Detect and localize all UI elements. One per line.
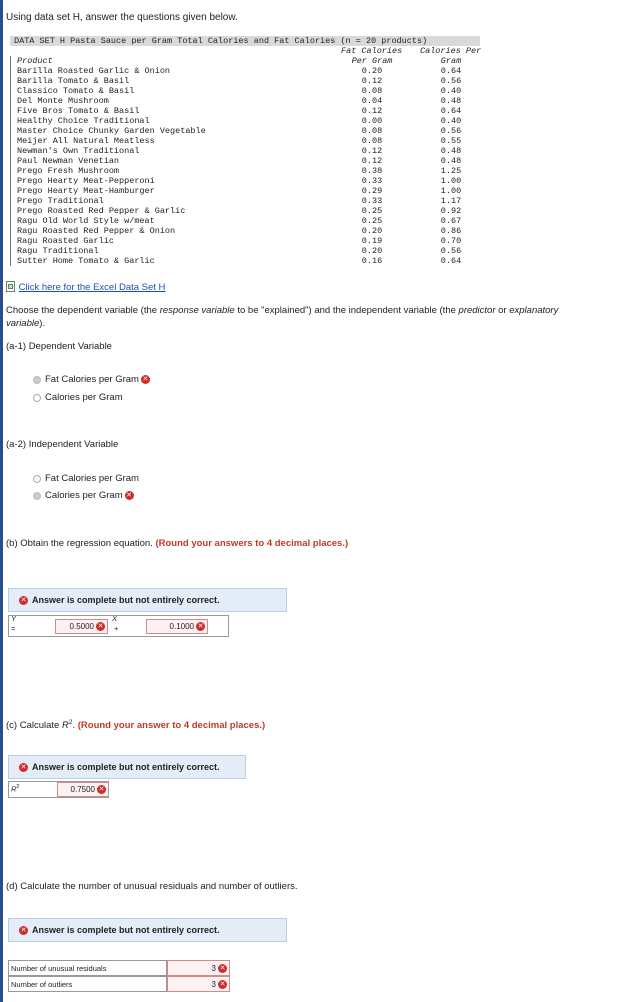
product-cell: Prego Hearty Meat-Hamburger xyxy=(17,186,155,196)
product-cell: Prego Hearty Meat-Pepperoni xyxy=(17,176,155,186)
cal-cell: 0.55 xyxy=(440,136,462,146)
fat-cell: 0.19 xyxy=(361,236,383,246)
equals-symbol: = xyxy=(11,624,16,633)
cal-cell: 0.48 xyxy=(440,146,462,156)
fat-cell: 0.12 xyxy=(361,146,383,156)
product-cell: Newman's Own Traditional xyxy=(17,146,140,156)
product-cell: Meijer All Natural Meatless xyxy=(17,136,155,146)
a1-radio-fat[interactable] xyxy=(33,376,41,384)
cal-cell: 0.56 xyxy=(440,126,462,136)
slope-input[interactable]: 0.1000 ✕ xyxy=(146,619,208,634)
a2-radio-cal[interactable] xyxy=(33,492,41,500)
cal-cell: 0.40 xyxy=(440,86,462,96)
table-row xyxy=(11,186,480,196)
cal-cell: 0.56 xyxy=(440,246,462,256)
table-header-row-2 xyxy=(11,56,480,66)
fat-cell: 0.08 xyxy=(361,136,383,146)
choose-line-2: variable). xyxy=(6,318,46,329)
fat-cell: 0.20 xyxy=(361,226,383,236)
product-cell: Five Bros Tomato & Basil xyxy=(17,106,140,116)
product-cell: Sutter Home Tomato & Garlic xyxy=(17,256,155,266)
r2-input[interactable]: 0.7500 ✕ xyxy=(57,782,109,797)
product-cell: Paul Newman Venetian xyxy=(17,156,120,166)
c-label: (c) Calculate $R^2$. (Round your answer to 4 decimal places.) xyxy=(6,719,266,732)
unusual-residuals-label: Number of unusual residuals xyxy=(8,960,167,976)
fat-cell: 0.08 xyxy=(361,86,383,96)
x-circle-icon: ✕ xyxy=(219,980,226,988)
fat-cell: 0.38 xyxy=(361,166,383,176)
fat-cell: 0.12 xyxy=(361,156,383,166)
data-table xyxy=(10,36,480,266)
table-header-row-1 xyxy=(10,46,480,56)
cal-cell: 1.25 xyxy=(440,166,462,176)
cal-cell: 0.40 xyxy=(440,116,462,126)
product-cell: Healthy Choice Traditional xyxy=(17,116,150,126)
fat-cell: 0.20 xyxy=(361,66,383,76)
col-cal-header-2: Gram xyxy=(440,56,462,66)
table-row xyxy=(11,146,480,156)
product-cell: Barilla Roasted Garlic & Onion xyxy=(17,66,171,76)
a2-option-cal[interactable]: Calories per Gram ✕ xyxy=(45,490,133,501)
table-row xyxy=(11,216,480,226)
fat-cell: 0.08 xyxy=(361,126,383,136)
product-cell: Ragu Roasted Garlic xyxy=(17,236,114,246)
cal-cell: 1.17 xyxy=(440,196,462,206)
cal-cell: 0.67 xyxy=(440,216,462,226)
cal-cell: 0.64 xyxy=(440,66,462,76)
product-cell: Master Choice Chunky Garden Vegetable xyxy=(17,126,206,136)
excel-link-row[interactable] xyxy=(6,281,165,294)
x-circle-icon: ✕ xyxy=(219,964,226,972)
product-cell: Ragu Traditional xyxy=(17,246,99,256)
col-fat-header-1: Fat Calories xyxy=(341,46,403,56)
spreadsheet-icon xyxy=(6,281,16,292)
r2-symbol: $R^2$ xyxy=(11,784,20,794)
cal-cell: 1.00 xyxy=(440,186,462,196)
col-fat-header-2: Per Gram xyxy=(351,56,393,66)
table-row xyxy=(11,66,480,76)
product-cell: Classico Tomato & Basil xyxy=(17,86,135,96)
table-row xyxy=(11,256,480,266)
a1-radio-cal[interactable] xyxy=(33,394,41,402)
plus-symbol: + xyxy=(114,624,119,633)
cal-cell: 0.64 xyxy=(440,256,462,266)
choose-line-1: Choose the dependent variable (the response variable to be "explained") and the independent variable (the predictor or explanatory xyxy=(6,305,559,316)
product-cell: Del Monte Mushroom xyxy=(17,96,109,106)
table-row xyxy=(11,196,480,206)
a1-option-cal[interactable]: Calories per Gram xyxy=(45,392,123,403)
product-cell: Prego Traditional xyxy=(17,196,104,206)
excel-link[interactable]: Click here for the Excel Data Set H xyxy=(18,282,166,293)
table-row xyxy=(11,246,480,256)
a2-label: (a-2) Independent Variable xyxy=(6,439,119,450)
cal-cell: 0.48 xyxy=(440,156,462,166)
x-circle-icon: ✕ xyxy=(20,926,27,934)
table-row xyxy=(11,116,480,126)
x-circle-icon: ✕ xyxy=(126,491,133,499)
product-cell: Barilla Tomato & Basil xyxy=(17,76,130,86)
fat-cell: 0.33 xyxy=(361,196,383,206)
d-label: (d) Calculate the number of unusual residuals and number of outliers. xyxy=(6,881,298,892)
cal-cell: 0.56 xyxy=(440,76,462,86)
table-row xyxy=(11,236,480,246)
x-circle-icon: ✕ xyxy=(20,763,27,771)
fat-cell: 0.25 xyxy=(361,216,383,226)
table-body xyxy=(10,56,480,266)
x-symbol: X xyxy=(112,614,118,623)
fat-cell: 0.29 xyxy=(361,186,383,196)
a1-option-fat[interactable]: Fat Calories per Gram ✕ xyxy=(45,374,149,385)
product-cell: Ragu Roasted Red Pepper & Onion xyxy=(17,226,176,236)
cal-cell: 0.48 xyxy=(440,96,462,106)
table-row xyxy=(11,156,480,166)
table-row xyxy=(11,106,480,116)
cal-cell: 0.86 xyxy=(440,226,462,236)
cal-cell: 0.70 xyxy=(440,236,462,246)
x-circle-icon: ✕ xyxy=(98,786,105,793)
a1-label: (a-1) Dependent Variable xyxy=(6,341,112,352)
a2-option-fat[interactable]: Fat Calories per Gram xyxy=(45,473,139,484)
outliers-label: Number of outliers xyxy=(8,976,167,992)
outliers-input[interactable]: 3 ✕ xyxy=(167,976,230,992)
unusual-residuals-input[interactable]: 3 ✕ xyxy=(167,960,230,976)
fat-cell: 0.12 xyxy=(361,76,383,86)
c-status-banner: ✕ Answer is complete but not entirely correct. xyxy=(8,755,246,779)
intro-text: Using data set H, answer the questions given below. xyxy=(6,12,238,23)
b-label: (b) Obtain the regression equation. (Round your answers to 4 decimal places.) xyxy=(6,538,349,549)
fat-cell: 0.12 xyxy=(361,106,383,116)
fat-cell: 0.25 xyxy=(361,206,383,216)
cal-cell: 1.00 xyxy=(440,176,462,186)
product-cell: Prego Fresh Mushroom xyxy=(17,166,120,176)
d-status-banner: ✕ Answer is complete but not entirely correct. xyxy=(8,918,287,942)
b-status-banner: ✕ Answer is complete but not entirely correct. xyxy=(8,588,287,612)
intercept-input[interactable]: 0.5000 ✕ xyxy=(55,619,108,634)
table-row xyxy=(11,166,480,176)
fat-cell: 0.04 xyxy=(361,96,383,106)
table-row xyxy=(11,226,480,236)
table-title: DATA SET H Pasta Sauce per Gram Total Calories and Fat Calories (n = 20 products) xyxy=(10,36,480,46)
fat-cell: 0.00 xyxy=(361,116,383,126)
left-accent-bar xyxy=(0,0,3,1002)
x-circle-icon: ✕ xyxy=(20,596,27,604)
y-symbol: Y xyxy=(11,614,17,623)
table-row xyxy=(11,96,480,106)
table-row xyxy=(11,126,480,136)
table-row xyxy=(11,206,480,216)
a2-radio-fat[interactable] xyxy=(33,475,41,483)
cal-cell: 0.92 xyxy=(440,206,462,216)
col-product-header: Product xyxy=(17,56,53,66)
x-circle-icon: ✕ xyxy=(197,623,204,630)
fat-cell: 0.16 xyxy=(361,256,383,266)
x-circle-icon: ✕ xyxy=(97,623,104,630)
col-cal-header-1: Calories Per xyxy=(420,46,482,56)
fat-cell: 0.33 xyxy=(361,176,383,186)
x-circle-icon: ✕ xyxy=(142,375,149,383)
table-row xyxy=(11,176,480,186)
cal-cell: 0.64 xyxy=(440,106,462,116)
table-row xyxy=(11,86,480,96)
product-cell: Prego Roasted Red Pepper & Garlic xyxy=(17,206,186,216)
table-row xyxy=(11,76,480,86)
fat-cell: 0.20 xyxy=(361,246,383,256)
product-cell: Ragu Old World Style w/meat xyxy=(17,216,155,226)
table-row xyxy=(11,136,480,146)
